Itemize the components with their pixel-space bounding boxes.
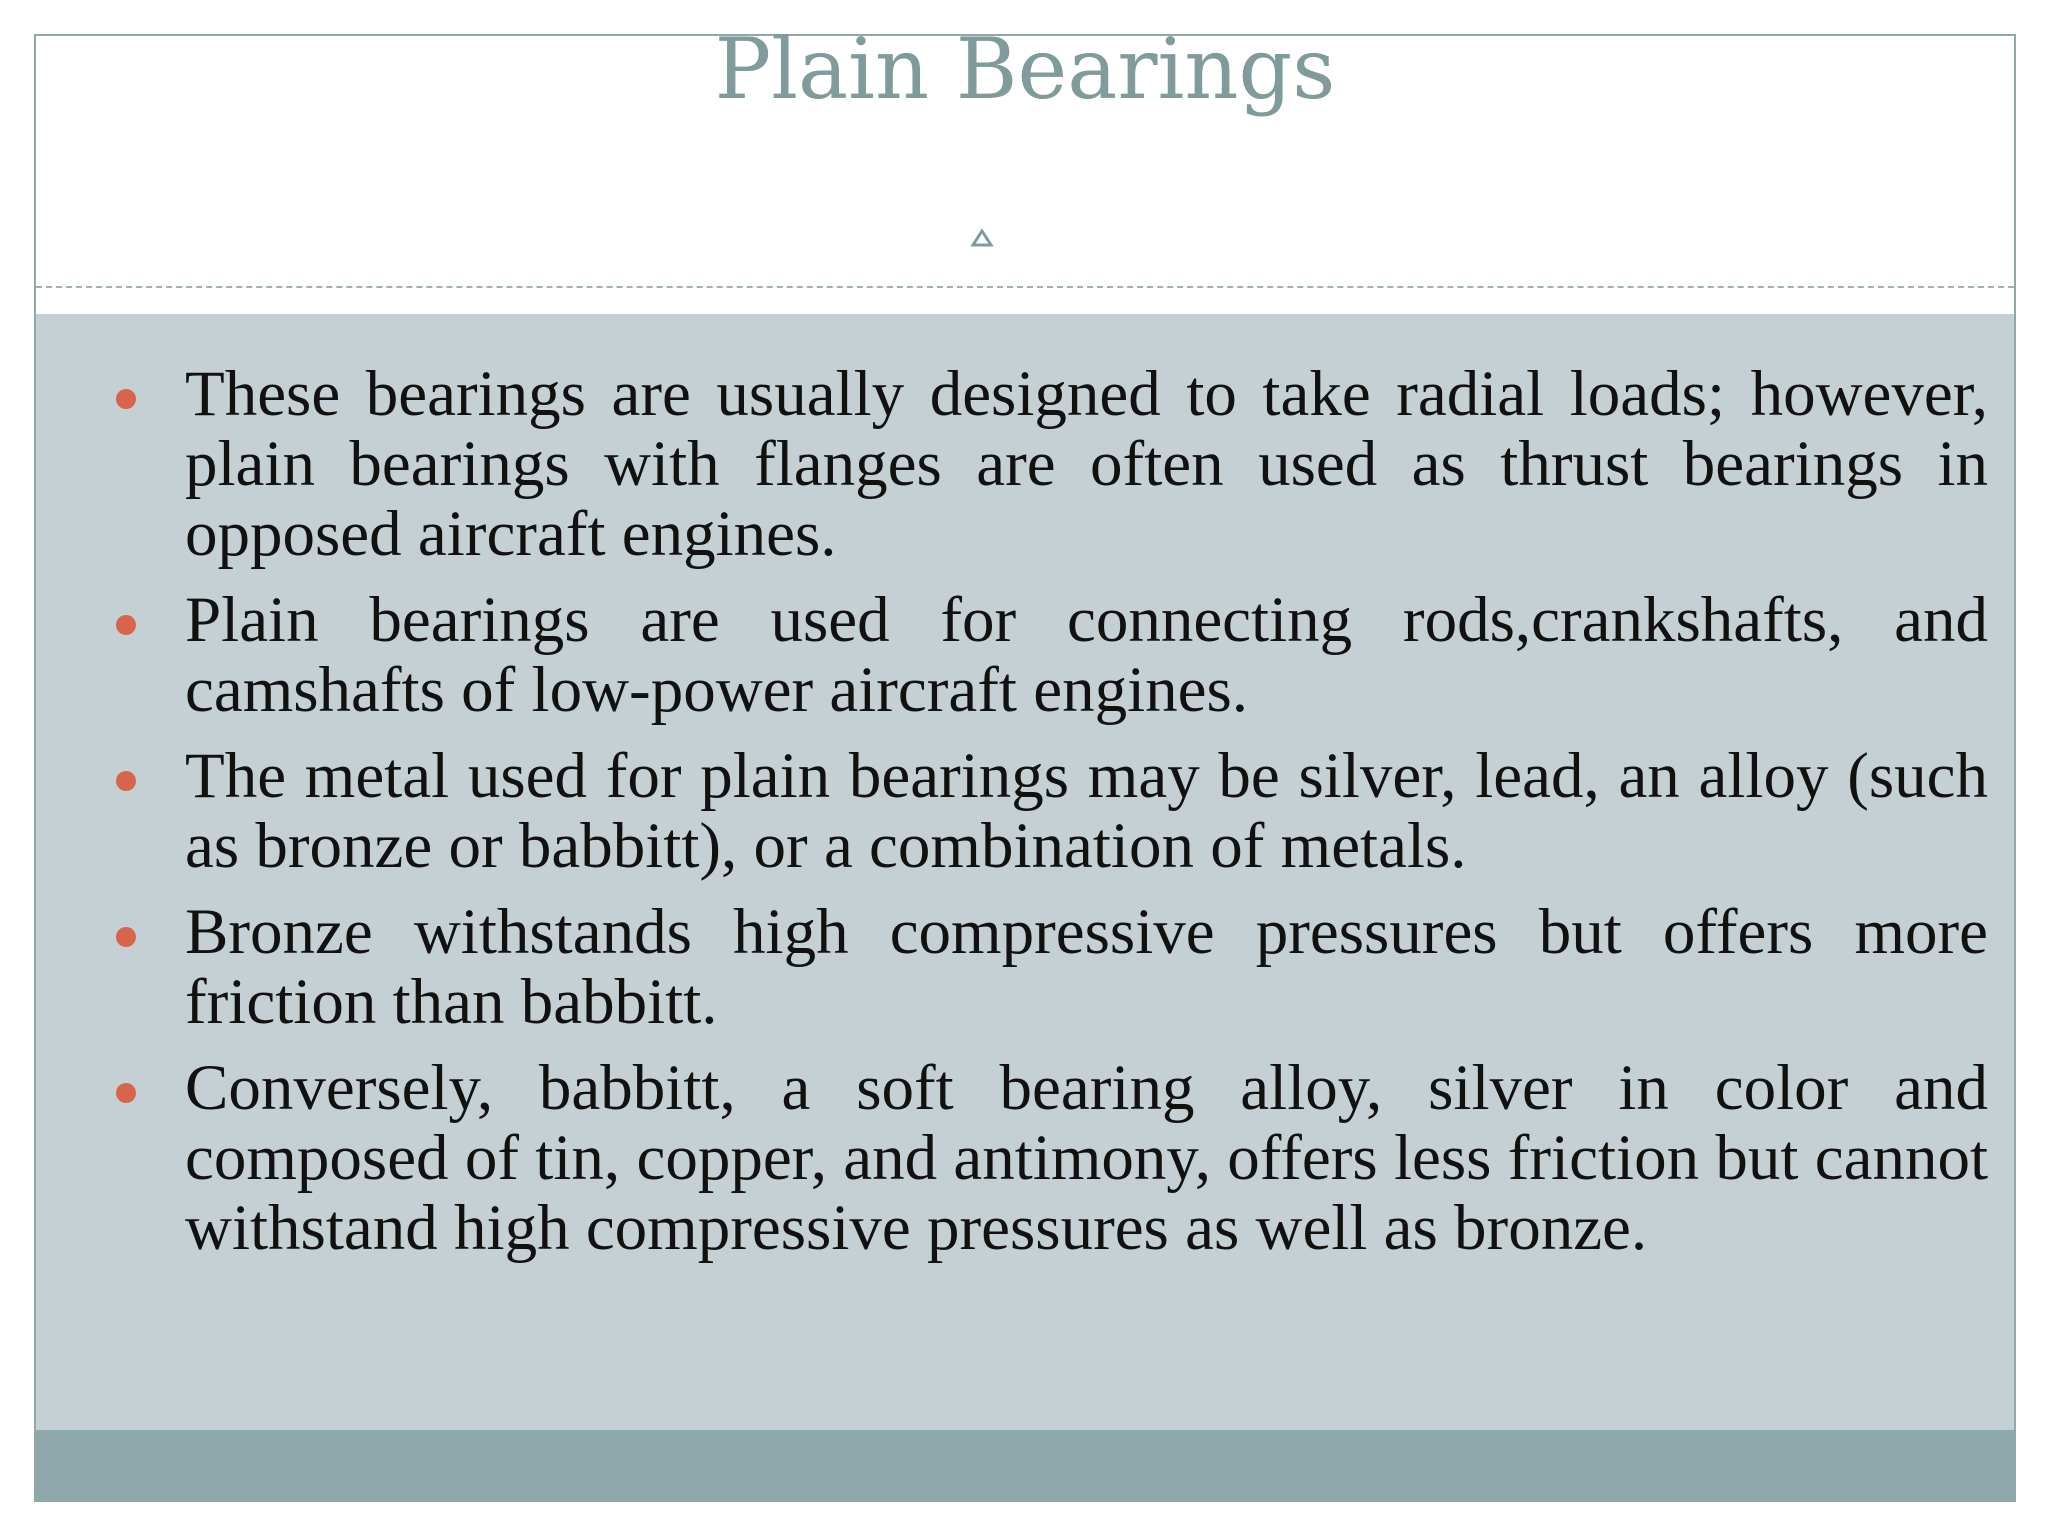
bullet-dot-icon: [116, 389, 136, 409]
bullet-item: [100, 359, 1988, 569]
slide-title: Plain Bearings: [714, 20, 1336, 118]
bullet-text: Plain bearings are used for connecting rods,crankshafts, and camshafts of low-power aircraft engines.: [185, 584, 1988, 726]
bullet-list: [100, 359, 1988, 1279]
bullet-dot-icon: [116, 771, 136, 791]
title-area: [36, 20, 2014, 288]
bullet-item: [100, 897, 1988, 1037]
bullet-text: The metal used for plain bearings may be silver, lead, an alloy (such as bronze or babbitt), or a combination of metals.: [185, 740, 1988, 882]
bullet-dot-icon: [116, 615, 136, 635]
slide-frame: [34, 20, 2016, 1502]
bullet-text: These bearings are usually designed to take radial loads; however, plain bearings with flanges are often used as thrust bearings in opposed aircraft engines.: [185, 358, 1988, 570]
bullet-item: [100, 585, 1988, 725]
content-panel: [36, 314, 2014, 1470]
bullet-text: Conversely, babbitt, a soft bearing alloy, silver in color and composed of tin, copper, and antimony, offers less friction but cannot withstand high compressive pressures as well as bronze.: [185, 1052, 1988, 1264]
footer-bar: [36, 1430, 2014, 1500]
bullet-text: Bronze withstands high compressive pressures but offers more friction than babbitt.: [185, 896, 1988, 1038]
bullet-dot-icon: [116, 927, 136, 947]
bullet-dot-icon: [116, 1083, 136, 1103]
bullet-item: [100, 1053, 1988, 1263]
bullet-item: [100, 741, 1988, 881]
triangle-marker-icon: [970, 228, 994, 248]
